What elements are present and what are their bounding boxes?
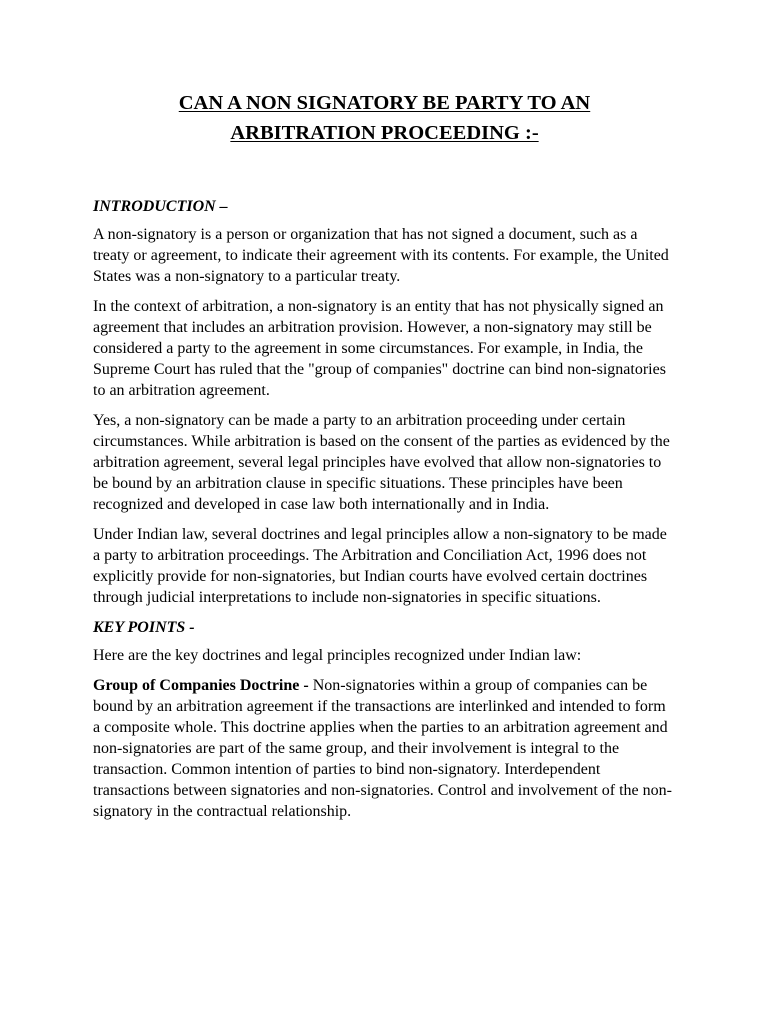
document-title-line-1: CAN A NON SIGNATORY BE PARTY TO AN bbox=[178, 92, 591, 114]
key-points-heading: KEY POINTS - bbox=[93, 619, 195, 636]
introduction-heading: INTRODUCTION – bbox=[93, 198, 228, 215]
introduction-paragraph-2: In the context of arbitration, a non-signatory is an entity that has not physically signed an agreement that includes an arbitration provision. However, a non-signatory may still be considered a party to the agreement in some circumstances. For example, in India, the Supreme Court has ruled that the "group of companies" doctrine can bind non-signatories to an arbitration agreement. bbox=[93, 298, 666, 399]
introduction-paragraph-4: Under Indian law, several doctrines and legal principles allow a non-signatory to be made a party to arbitration proceedings. The Arbitration and Conciliation Act, 1996 does not explicitly provide for non-signatories, but Indian courts have evolved certain doctrines through judicial interpretations to include non-signatories in specific situations. bbox=[93, 526, 667, 606]
group-of-companies-lead: Group of Companies Doctrine - bbox=[93, 677, 309, 694]
introduction-paragraph-1: A non-signatory is a person or organization that has not signed a document, such as a treaty or agreement, to indicate their agreement with its contents. For example, the United States was a non-signatory to a particular treaty. bbox=[93, 226, 669, 285]
key-points-intro: Here are the key doctrines and legal principles recognized under Indian law: bbox=[93, 647, 582, 664]
document-title bbox=[93, 88, 676, 148]
key-points-section bbox=[93, 617, 676, 822]
introduction-paragraph-3: Yes, a non-signatory can be made a party to an arbitration proceeding under certain circumstances. While arbitration is based on the consent of the parties as evidenced by the arbitration agreement, several legal principles have evolved that allow non-signatories to be bound by an arbitration clause in specific situations. These principles have been recognized and developed in case law both internationally and in India. bbox=[93, 412, 670, 513]
group-of-companies-text: Non-signatories within a group of companies can be bound by an arbitration agreement if the transactions are interlinked and intended to form a composite whole. This doctrine applies when the parties to an arbitration agreement and non-signatories are part of the same group, and their involvement is integral to the transaction. Common intention of parties to bind non-signatory. Interdependent transactions between signatories and non-signatories. Control and involvement of the non-signatory in the contractual relationship. bbox=[93, 677, 672, 820]
document-title-line-2: ARBITRATION PROCEEDING :- bbox=[230, 122, 539, 144]
group-of-companies-paragraph bbox=[93, 675, 676, 822]
introduction-section bbox=[93, 196, 676, 608]
